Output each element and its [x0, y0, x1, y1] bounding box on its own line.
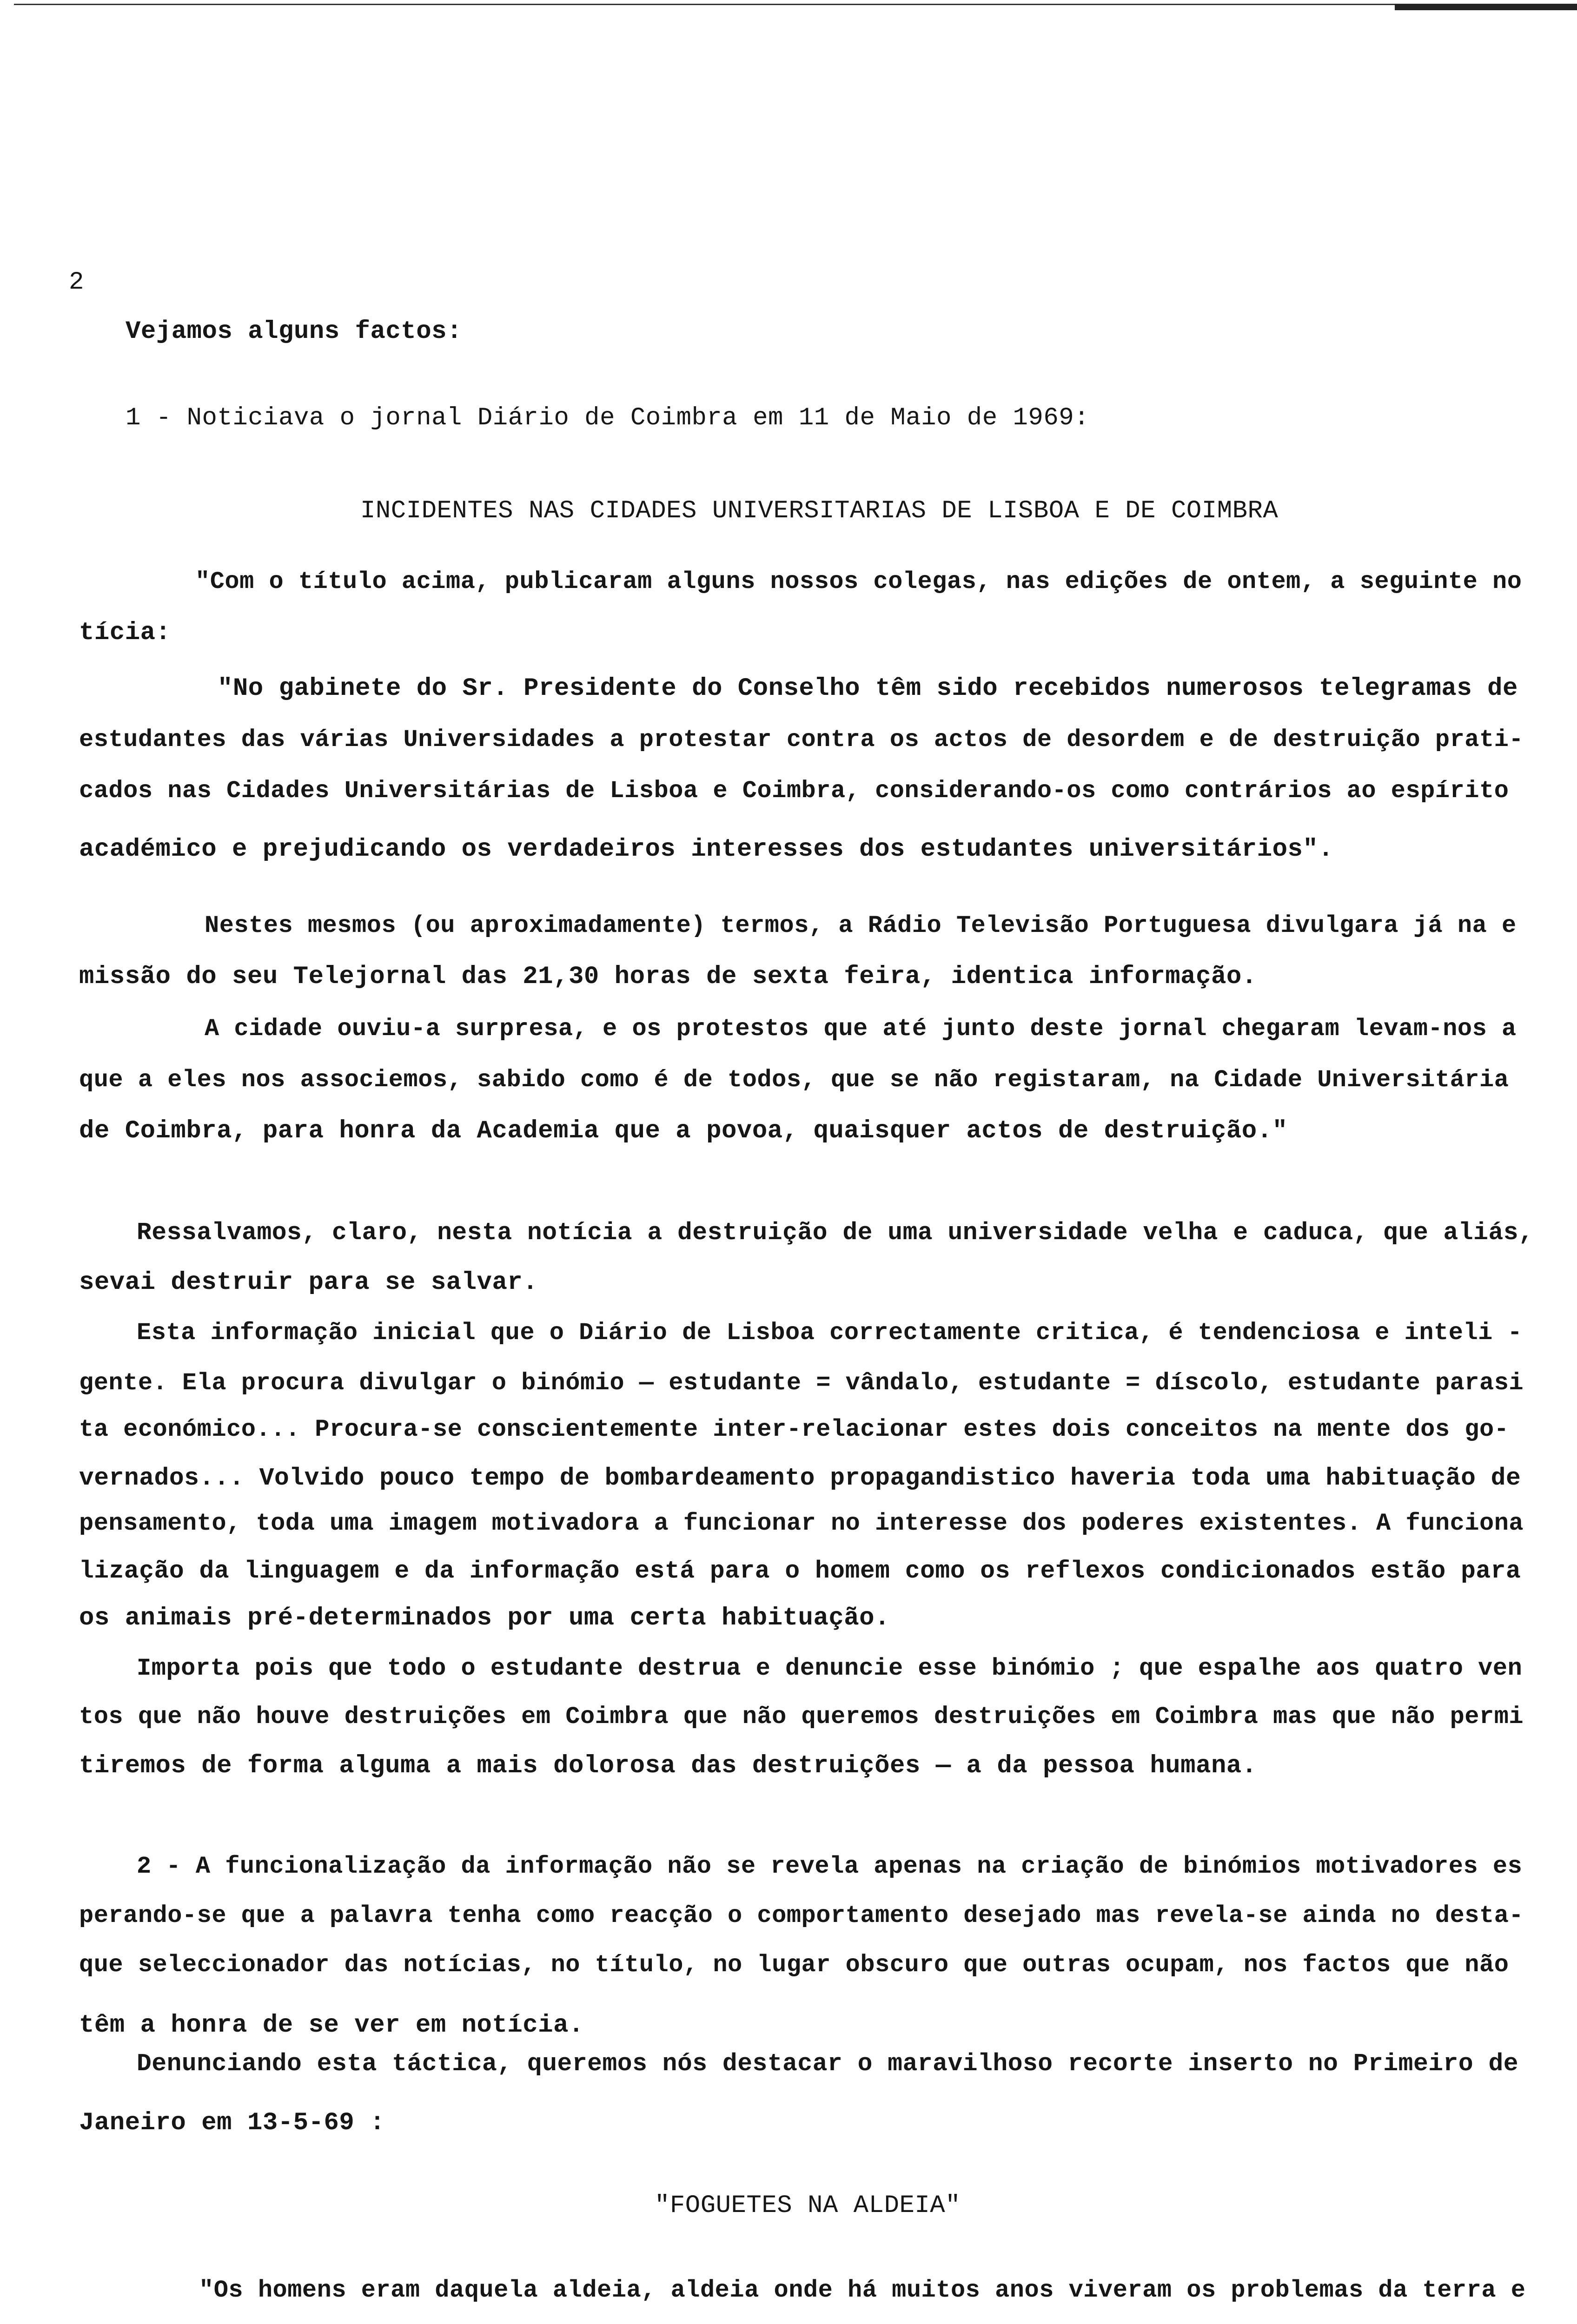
text-line: "No gabinete do Sr. Presidente do Conselho têm sido recebidos numerosos telegramas de: [218, 674, 1518, 703]
top-border-mark: [1395, 4, 1577, 10]
text-line: 1 - Noticiava o jornal Diário de Coimbra em 11 de Maio de 1969:: [126, 404, 1090, 432]
text-line: vernados... Volvido pouco tempo de bombardeamento propagandistico haveria toda uma habituação de: [79, 1464, 1521, 1492]
text-line: perando-se que a palavra tenha como reacção o comportamento desejado mas revela-se ainda no desta-: [79, 1902, 1524, 1929]
heading-line: "FOGUETES NA ALDEIA": [655, 2192, 961, 2220]
text-line: 2 - A funcionalização da informação não se revela apenas na criação de binómios motivadores es: [137, 1853, 1523, 1880]
text-line: têm a honra de se ver em notícia.: [79, 2011, 584, 2040]
text-line: missão do seu Telejornal das 21,30 horas de sexta feira, identica informação.: [79, 963, 1257, 991]
text-line: os animais pré-determinados por uma certa habituação.: [79, 1604, 890, 1632]
text-line: "Com o título acima, publicaram alguns nossos colegas, nas edições de ontem, a seguinte no: [195, 568, 1522, 595]
text-line: ta económico... Procura-se conscientemente inter-relacionar estes dois conceitos na mente dos go-: [79, 1416, 1509, 1443]
text-line: que seleccionador das notícias, no título, no lugar obscuro que outras ocupam, nos factos que não: [79, 1951, 1509, 1979]
text-line: A cidade ouviu-a surpresa, e os protestos que até junto deste jornal chegaram levam-nos a: [205, 1015, 1517, 1043]
text-line: cados nas Cidades Universitárias de Lisboa e Coimbra, considerando-os como contrários ao espírito: [79, 777, 1509, 805]
text-line: Esta informação inicial que o Diário de Lisboa correctamente critica, é tendenciosa e inteli -: [137, 1319, 1523, 1347]
text-line: "Os homens eram daquela aldeia, aldeia onde há muitos anos viveram os problemas da terra e: [199, 2277, 1526, 2304]
text-line: pensamento, toda uma imagem motivadora a funcionar no interesse dos poderes existentes. A funciona: [79, 1510, 1524, 1537]
text-line: Importa pois que todo o estudante destrua e denuncie esse binómio ; que espalhe aos quatro ven: [137, 1655, 1523, 1682]
page-number: 2: [69, 268, 84, 297]
text-line: tícia:: [79, 619, 171, 647]
text-line: Denunciando esta táctica, queremos nós destacar o maravilhoso recorte inserto no Primeiro de: [137, 2050, 1519, 2078]
text-line: Ressalvamos, claro, nesta notícia a destruição de uma universidade velha e caduca, que aliás,: [137, 1219, 1534, 1247]
text-line: lização da linguagem e da informação está para o homem como os reflexos condicionados estão para: [79, 1557, 1521, 1585]
text-line: gente. Ela procura divulgar o binómio — estudante = vândalo, estudante = díscolo, estudante parasi: [79, 1369, 1524, 1397]
text-line: sevai destruir para se salvar.: [79, 1268, 538, 1297]
text-line: tiremos de forma alguma a mais dolorosa das destruições — a da pessoa humana.: [79, 1752, 1257, 1780]
text-line: tos que não houve destruições em Coimbra que não queremos destruições em Coimbra mas que não permi: [79, 1703, 1524, 1730]
text-line: Janeiro em 13-5-69 :: [79, 2109, 385, 2137]
top-border-line: [14, 4, 1577, 5]
text-line: académico e prejudicando os verdadeiros interesses dos estudantes universitários".: [79, 835, 1334, 864]
text-line: estudantes das várias Universidades a protestar contra os actos de desordem e de destruição prati-: [79, 726, 1524, 753]
text-line: Vejamos alguns factos:: [126, 317, 462, 346]
text-line: Nestes mesmos (ou aproximadamente) termos, a Rádio Televisão Portuguesa divulgara já na e: [205, 912, 1517, 939]
text-line: de Coimbra, para honra da Academia que a povoa, quaisquer actos de destruição.": [79, 1117, 1288, 1145]
text-line: que a eles nos associemos, sabido como é de todos, que se não registaram, na Cidade Universitária: [79, 1066, 1509, 1094]
heading-line: INCIDENTES NAS CIDADES UNIVERSITARIAS DE LISBOA E DE COIMBRA: [360, 497, 1279, 525]
